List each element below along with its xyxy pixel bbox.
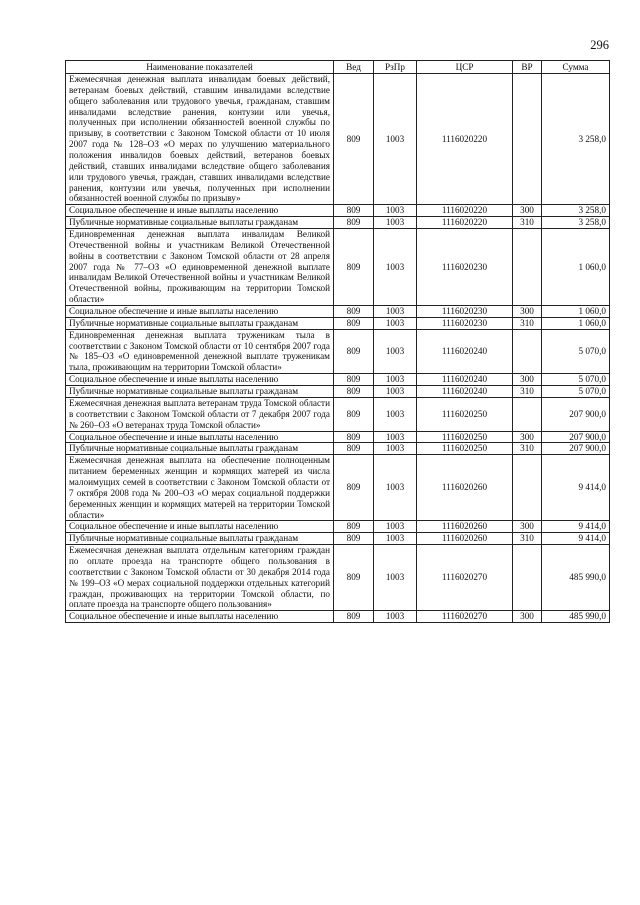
- table-row: [66, 374, 610, 386]
- row-csr: 1116020260: [417, 533, 513, 545]
- row-vr: 300: [513, 306, 542, 318]
- row-ved: 809: [334, 74, 374, 205]
- table-row: [66, 205, 610, 217]
- row-csr: 1116020250: [417, 443, 513, 455]
- table-row: [66, 455, 610, 521]
- row-vr: 310: [513, 386, 542, 398]
- table-row: [66, 229, 610, 306]
- table-row: [66, 521, 610, 533]
- row-ved: 809: [334, 397, 374, 431]
- row-csr: 1116020270: [417, 545, 513, 611]
- row-rzpr: 1003: [374, 545, 417, 611]
- row-csr: 1116020220: [417, 205, 513, 217]
- row-name: Ежемесячная денежная выплата инвалидам боевых действий, ветеранам боевых действий, ставшим инвалидами вследствие общего заболевания или трудового увечья, гражданам, ставшим инвалидами вследствие ранения, контузии или увечья, полученных при исполнении обязанностей военной службы по призыву, в соответствии с Законом Томской области от 10 июля 2007 года № 128–ОЗ «О мерах по улучшению материального положения инвалидов боевых действий, ветеранов боевых действий, ставших инвалидами вследствие общего заболевания или трудового увечья, граждан, ставших инвалидами вследствие ранения, контузии или увечья, полученных при исполнении обязанностей военной службы по призыву»: [66, 74, 334, 205]
- row-ved: 809: [334, 374, 374, 386]
- row-name: Социальное обеспечение и иные выплаты населению: [66, 521, 334, 533]
- row-sum: 485 990,0: [542, 545, 610, 611]
- table-row: [66, 431, 610, 443]
- row-ved: 809: [334, 306, 374, 318]
- row-name: Публичные нормативные социальные выплаты гражданам: [66, 217, 334, 229]
- row-sum: 3 258,0: [542, 74, 610, 205]
- row-csr: 1116020220: [417, 74, 513, 205]
- table-row: [66, 545, 610, 611]
- row-csr: 1116020230: [417, 306, 513, 318]
- row-ved: 809: [334, 455, 374, 521]
- row-csr: 1116020270: [417, 611, 513, 623]
- table-row: [66, 533, 610, 545]
- row-ved: 809: [334, 443, 374, 455]
- row-rzpr: 1003: [374, 443, 417, 455]
- row-ved: 809: [334, 431, 374, 443]
- row-rzpr: 1003: [374, 533, 417, 545]
- page-number: 296: [590, 38, 609, 52]
- row-csr: 1116020260: [417, 521, 513, 533]
- row-csr: 1116020260: [417, 455, 513, 521]
- row-rzpr: 1003: [374, 521, 417, 533]
- row-name: Публичные нормативные социальные выплаты гражданам: [66, 533, 334, 545]
- row-sum: 485 990,0: [542, 611, 610, 623]
- table-header-row: [66, 61, 610, 74]
- table-row: [66, 74, 610, 205]
- row-ved: 809: [334, 217, 374, 229]
- row-name: Социальное обеспечение и иные выплаты населению: [66, 374, 334, 386]
- row-sum: 9 414,0: [542, 521, 610, 533]
- row-sum: 207 900,0: [542, 431, 610, 443]
- row-name: Социальное обеспечение и иные выплаты населению: [66, 611, 334, 623]
- row-csr: 1116020240: [417, 374, 513, 386]
- row-ved: 809: [334, 611, 374, 623]
- row-vr: 310: [513, 217, 542, 229]
- row-vr: 300: [513, 521, 542, 533]
- row-ved: 809: [334, 386, 374, 398]
- row-sum: 1 060,0: [542, 229, 610, 306]
- table-row: [66, 397, 610, 431]
- row-vr: [513, 329, 542, 373]
- row-sum: 3 258,0: [542, 205, 610, 217]
- row-vr: 310: [513, 443, 542, 455]
- row-sum: 5 070,0: [542, 329, 610, 373]
- row-rzpr: 1003: [374, 217, 417, 229]
- row-vr: 300: [513, 205, 542, 217]
- row-rzpr: 1003: [374, 611, 417, 623]
- row-name: Ежемесячная денежная выплата на обеспечение полноценным питанием беременных женщин и кормящих матерей из числа малоимущих семей в соответствии с Законом Томской области от 7 октября 2008 года № 200–ОЗ «О мерах социальной поддержки беременных женщин и кормящих матерей на территории Томской области»: [66, 455, 334, 521]
- row-sum: 207 900,0: [542, 443, 610, 455]
- row-rzpr: 1003: [374, 386, 417, 398]
- header-csr: ЦСР: [417, 61, 513, 74]
- row-name: Социальное обеспечение и иные выплаты населению: [66, 205, 334, 217]
- row-csr: 1116020250: [417, 397, 513, 431]
- row-rzpr: 1003: [374, 329, 417, 373]
- row-ved: 809: [334, 545, 374, 611]
- table-row: [66, 217, 610, 229]
- row-vr: 300: [513, 431, 542, 443]
- row-vr: [513, 397, 542, 431]
- row-name: Ежемесячная денежная выплата ветеранам труда Томской области в соответствии с Законом Томской области от 7 декабря 2007 года № 260–ОЗ «О ветеранах труда Томской области»: [66, 397, 334, 431]
- table-body: [66, 74, 610, 623]
- table-row: [66, 317, 610, 329]
- header-name: Наименование показателей: [66, 61, 334, 74]
- header-rzpr: РзПр: [374, 61, 417, 74]
- row-rzpr: 1003: [374, 397, 417, 431]
- row-sum: 9 414,0: [542, 455, 610, 521]
- header-vr: ВР: [513, 61, 542, 74]
- row-rzpr: 1003: [374, 229, 417, 306]
- row-name: Ежемесячная денежная выплата отдельным категориям граждан по оплате проезда на транспорте общего пользования в соответствии с Законом Томской области от 30 декабря 2014 года № 199–ОЗ «О мерах социальной поддержки отдельных категорий граждан, проживающих на территории Томской области, по оплате проезда на транспорте общего пользования»: [66, 545, 334, 611]
- row-sum: 1 060,0: [542, 317, 610, 329]
- table-row: [66, 611, 610, 623]
- row-csr: 1116020230: [417, 229, 513, 306]
- table-row: [66, 386, 610, 398]
- row-sum: 3 258,0: [542, 217, 610, 229]
- row-vr: [513, 229, 542, 306]
- header-sum: Сумма: [542, 61, 610, 74]
- row-rzpr: 1003: [374, 374, 417, 386]
- row-vr: [513, 74, 542, 205]
- row-vr: [513, 545, 542, 611]
- row-ved: 809: [334, 329, 374, 373]
- row-csr: 1116020240: [417, 329, 513, 373]
- row-rzpr: 1003: [374, 74, 417, 205]
- row-vr: 300: [513, 611, 542, 623]
- row-name: Публичные нормативные социальные выплаты гражданам: [66, 443, 334, 455]
- row-sum: 5 070,0: [542, 386, 610, 398]
- row-sum: 1 060,0: [542, 306, 610, 318]
- row-name: Публичные нормативные социальные выплаты гражданам: [66, 386, 334, 398]
- row-name: Социальное обеспечение и иные выплаты населению: [66, 306, 334, 318]
- row-csr: 1116020240: [417, 386, 513, 398]
- budget-table: [65, 60, 610, 623]
- row-sum: 5 070,0: [542, 374, 610, 386]
- row-name: Социальное обеспечение и иные выплаты населению: [66, 431, 334, 443]
- header-ved: Вед: [334, 61, 374, 74]
- row-name: Единовременная денежная выплата инвалидам Великой Отечественной войны и участникам Великой Отечественной войны в соответствии с Законом Томской области от 28 апреля 2007 года № 77–ОЗ «О единовременной денежной выплате инвалидам Великой Отечественной войны и участникам Великой Отечественной войны, проживающим на территории Томской области»: [66, 229, 334, 306]
- row-ved: 809: [334, 205, 374, 217]
- row-csr: 1116020250: [417, 431, 513, 443]
- row-sum: 207 900,0: [542, 397, 610, 431]
- row-rzpr: 1003: [374, 317, 417, 329]
- row-ved: 809: [334, 229, 374, 306]
- row-ved: 809: [334, 533, 374, 545]
- row-csr: 1116020230: [417, 317, 513, 329]
- row-vr: 310: [513, 533, 542, 545]
- row-name: Публичные нормативные социальные выплаты гражданам: [66, 317, 334, 329]
- row-ved: 809: [334, 317, 374, 329]
- row-rzpr: 1003: [374, 431, 417, 443]
- table-row: [66, 329, 610, 373]
- row-sum: 9 414,0: [542, 533, 610, 545]
- row-rzpr: 1003: [374, 306, 417, 318]
- table-row: [66, 443, 610, 455]
- row-vr: 300: [513, 374, 542, 386]
- row-rzpr: 1003: [374, 455, 417, 521]
- row-vr: 310: [513, 317, 542, 329]
- row-csr: 1116020220: [417, 217, 513, 229]
- row-vr: [513, 455, 542, 521]
- row-rzpr: 1003: [374, 205, 417, 217]
- row-ved: 809: [334, 521, 374, 533]
- table-row: [66, 306, 610, 318]
- row-name: Единовременная денежная выплата труженикам тыла в соответствии с Законом Томской области от 10 сентября 2007 года № 185–ОЗ «О единовременной денежной выплате труженикам тыла, проживающим на территории Томской области»: [66, 329, 334, 373]
